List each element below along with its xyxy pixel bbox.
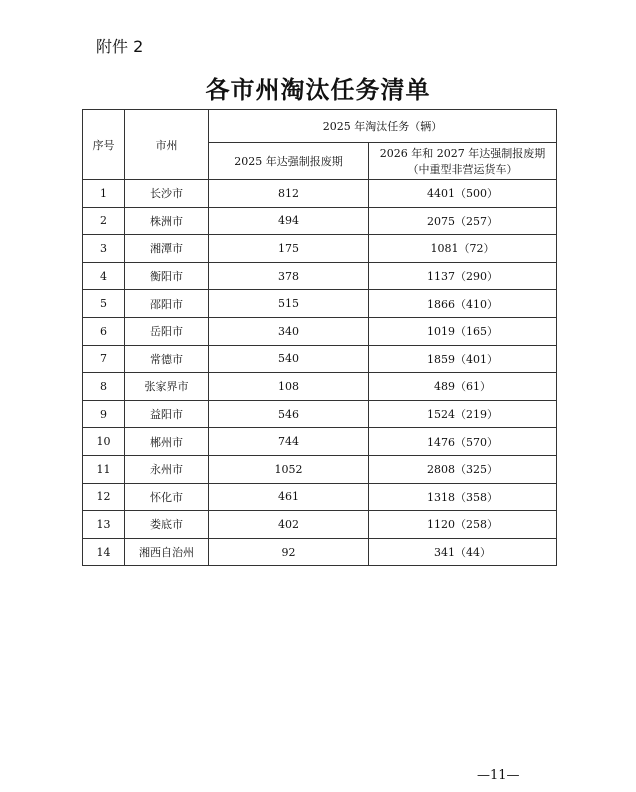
table-row xyxy=(83,511,557,539)
table-row xyxy=(83,400,557,428)
page-title: 各市州淘汰任务清单 xyxy=(205,75,431,104)
cell-city: 郴州市 xyxy=(125,428,209,456)
cell-col-a: 546 xyxy=(209,400,369,428)
cell-col-a: 540 xyxy=(209,345,369,373)
table-row xyxy=(83,428,557,456)
cell-col-b: 1318（358） xyxy=(369,483,557,511)
cell-seq: 6 xyxy=(83,317,125,345)
cell-city: 张家界市 xyxy=(125,373,209,401)
header-col-a: 2025 年达强制报废期 xyxy=(209,143,369,180)
cell-col-a: 461 xyxy=(209,483,369,511)
cell-seq: 10 xyxy=(83,428,125,456)
cell-col-b: 1866（410） xyxy=(369,290,557,318)
cell-col-b: 489（61） xyxy=(369,373,557,401)
cell-col-a: 340 xyxy=(209,317,369,345)
table-row xyxy=(83,455,557,483)
table-row xyxy=(83,373,557,401)
cell-col-a: 515 xyxy=(209,290,369,318)
header-col-b-line1: 2026 年和 2027 年达强制报废期 xyxy=(379,147,546,160)
header-seq: 序号 xyxy=(83,110,125,180)
table-row xyxy=(83,180,557,208)
cell-col-b: 1859（401） xyxy=(369,345,557,373)
cell-seq: 2 xyxy=(83,207,125,235)
cell-col-a: 175 xyxy=(209,235,369,263)
page-number: —11— xyxy=(477,768,520,783)
cell-city: 岳阳市 xyxy=(125,317,209,345)
cell-city: 常德市 xyxy=(125,345,209,373)
cell-col-b: 1476（570） xyxy=(369,428,557,456)
cell-col-b: 1524（219） xyxy=(369,400,557,428)
cell-col-b: 2075（257） xyxy=(369,207,557,235)
cell-col-b: 1120（258） xyxy=(369,511,557,539)
cell-city: 娄底市 xyxy=(125,511,209,539)
table-row xyxy=(83,235,557,263)
task-table xyxy=(82,109,557,566)
cell-col-b: 1137（290） xyxy=(369,262,557,290)
cell-city: 湘西自治州 xyxy=(125,538,209,566)
table-row xyxy=(83,317,557,345)
cell-col-a: 92 xyxy=(209,538,369,566)
cell-seq: 12 xyxy=(83,483,125,511)
cell-seq: 5 xyxy=(83,290,125,318)
cell-city: 邵阳市 xyxy=(125,290,209,318)
table-row xyxy=(83,345,557,373)
cell-seq: 3 xyxy=(83,235,125,263)
header-city: 市州 xyxy=(125,110,209,180)
table-row xyxy=(83,262,557,290)
cell-col-a: 1052 xyxy=(209,455,369,483)
cell-col-b: 2808（325） xyxy=(369,455,557,483)
cell-col-a: 378 xyxy=(209,262,369,290)
header-col-b-line2: （中重型非营运货车） xyxy=(407,163,518,176)
cell-col-a: 744 xyxy=(209,428,369,456)
cell-city: 株洲市 xyxy=(125,207,209,235)
attachment-label: 附件 2 xyxy=(96,37,144,56)
cell-col-a: 108 xyxy=(209,373,369,401)
cell-col-b: 1019（165） xyxy=(369,317,557,345)
cell-col-a: 812 xyxy=(209,180,369,208)
cell-col-b: 1081（72） xyxy=(369,235,557,263)
cell-city: 衡阳市 xyxy=(125,262,209,290)
table-row xyxy=(83,290,557,318)
cell-seq: 9 xyxy=(83,400,125,428)
cell-city: 长沙市 xyxy=(125,180,209,208)
cell-seq: 13 xyxy=(83,511,125,539)
cell-col-b: 341（44） xyxy=(369,538,557,566)
cell-col-a: 494 xyxy=(209,207,369,235)
table-row xyxy=(83,538,557,566)
cell-seq: 8 xyxy=(83,373,125,401)
cell-seq: 1 xyxy=(83,180,125,208)
cell-city: 怀化市 xyxy=(125,483,209,511)
table-row xyxy=(83,483,557,511)
cell-seq: 11 xyxy=(83,455,125,483)
header-col-b xyxy=(369,143,557,180)
cell-city: 永州市 xyxy=(125,455,209,483)
cell-seq: 14 xyxy=(83,538,125,566)
table-row xyxy=(83,207,557,235)
cell-seq: 4 xyxy=(83,262,125,290)
cell-seq: 7 xyxy=(83,345,125,373)
header-group: 2025 年淘汰任务（辆） xyxy=(209,110,557,143)
cell-col-a: 402 xyxy=(209,511,369,539)
cell-city: 湘潭市 xyxy=(125,235,209,263)
cell-city: 益阳市 xyxy=(125,400,209,428)
table-body xyxy=(83,180,557,566)
cell-col-b: 4401（500） xyxy=(369,180,557,208)
